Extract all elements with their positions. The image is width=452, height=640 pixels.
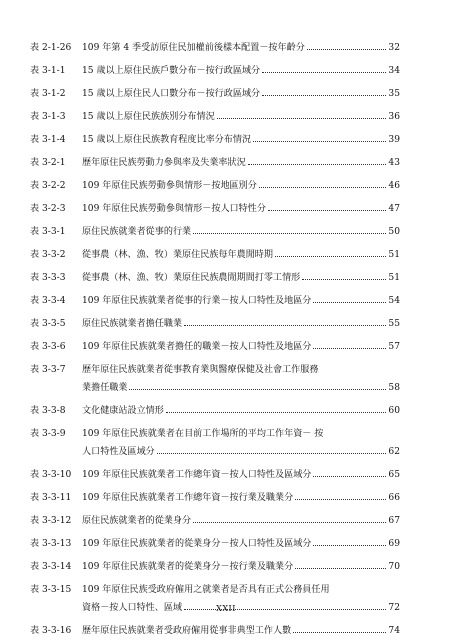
entry-title: 109 年第 4 季受訪原住民加權前後樣本配置－按年齡分 (82, 43, 305, 53)
entry-number: 表 3-1-1 (30, 66, 66, 76)
dot-leader (313, 347, 386, 349)
entry-title-line1: 109 年原住民族受政府僱用之就業者是否具有正式公務員任用 (82, 585, 330, 595)
entry-title: 109 年原住民族就業者的從業身分－按人口特性及區域分 (82, 539, 312, 549)
toc-entry[interactable] (30, 538, 400, 550)
toc-entry[interactable] (30, 515, 400, 527)
dot-leader (129, 388, 386, 390)
table-of-tables (30, 42, 400, 637)
entry-number: 表 3-1-4 (30, 135, 66, 145)
entry-page: 34 (388, 66, 400, 76)
toc-entry[interactable] (30, 341, 400, 353)
entry-title: 109 年原住民族勞動參與情形－按地區別分 (82, 181, 257, 191)
entry-number: 表 3-3-1 (30, 227, 66, 237)
toc-entry[interactable] (30, 65, 400, 77)
entry-number: 表 3-3-12 (30, 516, 72, 526)
entry-title: 109 年原住民族就業者工作總年資－按人口特性及區域分 (82, 470, 312, 480)
entry-title: 109 年原住民族勞動參與情形－按人口特性分 (82, 204, 266, 214)
toc-entry[interactable] (30, 226, 400, 238)
dot-leader (253, 140, 386, 142)
entry-title: 原住民族就業者從事的行業 (82, 227, 192, 237)
entry-number: 表 3-3-13 (30, 539, 72, 549)
dot-leader (295, 567, 386, 569)
dot-leader (295, 498, 386, 500)
page-number-footer: XXII (216, 604, 236, 613)
entry-number: 表 3-3-2 (30, 250, 66, 260)
toc-entry[interactable] (30, 318, 400, 330)
dot-leader (217, 117, 387, 119)
entry-number: 表 3-3-7 (30, 365, 66, 375)
entry-title: 109 年原住民族就業者工作總年資－按行業及職業分 (82, 493, 294, 503)
entry-number: 表 3-2-1 (30, 158, 66, 168)
dot-leader (293, 631, 386, 633)
toc-entry[interactable] (30, 249, 400, 261)
entry-title-line2: 業擔任職業 (82, 383, 128, 393)
entry-title: 文化健康站設立情形 (82, 406, 164, 416)
entry-page: 32 (388, 43, 400, 53)
entry-number: 表 3-3-4 (30, 296, 66, 306)
toc-entry[interactable] (30, 157, 400, 169)
toc-entry[interactable] (30, 42, 400, 54)
entry-title-line1: 109 年原住民族就業者在目前工作場所的平均工作年資－ 按 (82, 429, 324, 439)
entry-title-line1: 歷年原住民族就業者從事教育業與醫療保健及社會工作服務 (82, 365, 319, 375)
entry-page: 70 (388, 562, 400, 572)
entry-number: 表 3-2-2 (30, 181, 66, 191)
dot-leader (259, 186, 387, 188)
toc-entry[interactable] (30, 88, 400, 100)
entry-number: 表 3-1-2 (30, 89, 66, 99)
entry-title: 原住民族就業者的從業身分 (82, 516, 192, 526)
entry-number: 表 3-3-10 (30, 470, 72, 480)
toc-entry[interactable] (30, 203, 400, 215)
entry-number: 表 3-3-11 (30, 493, 72, 503)
entry-page: 43 (388, 158, 400, 168)
entry-page: 46 (388, 181, 400, 191)
entry-page: 35 (388, 89, 400, 99)
dot-leader (193, 232, 386, 234)
toc-entry[interactable] (30, 405, 400, 417)
entry-number: 表 3-3-6 (30, 342, 66, 352)
dot-leader (275, 255, 386, 257)
toc-entry[interactable] (30, 364, 400, 394)
entry-title: 從事農（林、漁、牧）業原住民族農閒期間打零工情形 (82, 273, 301, 283)
dot-leader (248, 163, 387, 165)
entry-number: 表 3-3-14 (30, 562, 72, 572)
entry-number: 表 2-1-26 (30, 43, 72, 53)
toc-entry[interactable] (30, 134, 400, 146)
entry-page: 72 (388, 603, 400, 613)
entry-title: 15 歲以上原住民人口數分布－按行政區域分 (82, 89, 261, 99)
entry-page: 54 (388, 296, 400, 306)
toc-entry[interactable] (30, 469, 400, 481)
dot-leader (313, 475, 386, 477)
entry-number: 表 3-3-8 (30, 406, 66, 416)
entry-title: 15 歲以上原住民族族別分布情況 (82, 112, 215, 122)
toc-entry[interactable] (30, 180, 400, 192)
entry-title: 歷年原住民族就業者受政府僱用從事非典型工作人數 (82, 626, 292, 636)
dot-leader (313, 301, 386, 303)
toc-entry[interactable] (30, 111, 400, 123)
toc-entry[interactable] (30, 428, 400, 458)
entry-page: 69 (388, 539, 400, 549)
dot-leader (262, 94, 386, 96)
entry-page: 58 (388, 383, 400, 393)
entry-page: 51 (388, 273, 400, 283)
dot-leader (166, 411, 387, 413)
entry-title: 109 年原住民族就業者從事的行業－按人口特性及地區分 (82, 296, 312, 306)
toc-entry[interactable] (30, 295, 400, 307)
entry-title-line2: 人口特性及區域分 (82, 447, 155, 457)
dot-leader (262, 71, 386, 73)
dot-leader (313, 544, 386, 546)
entry-page: 47 (388, 204, 400, 214)
entry-number: 表 3-3-15 (30, 585, 72, 595)
entry-page: 39 (388, 135, 400, 145)
entry-page: 65 (388, 470, 400, 480)
entry-number: 表 3-1-3 (30, 112, 66, 122)
dot-leader (193, 521, 386, 523)
entry-page: 60 (388, 406, 400, 416)
toc-entry[interactable] (30, 561, 400, 573)
entry-page: 66 (388, 493, 400, 503)
entry-number: 表 3-3-16 (30, 626, 72, 636)
entry-number: 表 3-3-9 (30, 429, 66, 439)
entry-page: 74 (388, 626, 400, 636)
entry-page: 36 (388, 112, 400, 122)
toc-entry[interactable] (30, 272, 400, 284)
entry-title: 從事農（林、漁、牧）業原住民族每年農閒時期 (82, 250, 273, 260)
entry-title: 109 年原住民族就業者的從業身分－按行業及職業分 (82, 562, 294, 572)
toc-entry[interactable] (30, 492, 400, 504)
entry-title: 原住民族就業者擔任職業 (82, 319, 183, 329)
dot-leader (184, 324, 386, 326)
entry-page: 62 (388, 447, 400, 457)
entry-page: 51 (388, 250, 400, 260)
entry-title: 109 年原住民族就業者擔任的職業－按人口特性及地區分 (82, 342, 312, 352)
entry-title-line2: 資格－按人口特性、區域 (82, 603, 183, 613)
entry-page: 50 (388, 227, 400, 237)
dot-leader (302, 278, 386, 280)
entry-page: 57 (388, 342, 400, 352)
toc-entry[interactable] (30, 625, 400, 637)
dot-leader (307, 48, 387, 50)
entry-number: 表 3-2-3 (30, 204, 66, 214)
entry-title: 15 歲以上原住民族教育程度比率分布情況 (82, 135, 252, 145)
entry-title: 歷年原住民族勞動力參與率及失業率狀況 (82, 158, 246, 168)
entry-page: 67 (388, 516, 400, 526)
dot-leader (157, 452, 387, 454)
entry-title: 15 歲以上原住民族戶數分布－按行政區域分 (82, 66, 261, 76)
entry-number: 表 3-3-5 (30, 319, 66, 329)
entry-page: 55 (388, 319, 400, 329)
dot-leader (268, 209, 386, 211)
entry-number: 表 3-3-3 (30, 273, 66, 283)
